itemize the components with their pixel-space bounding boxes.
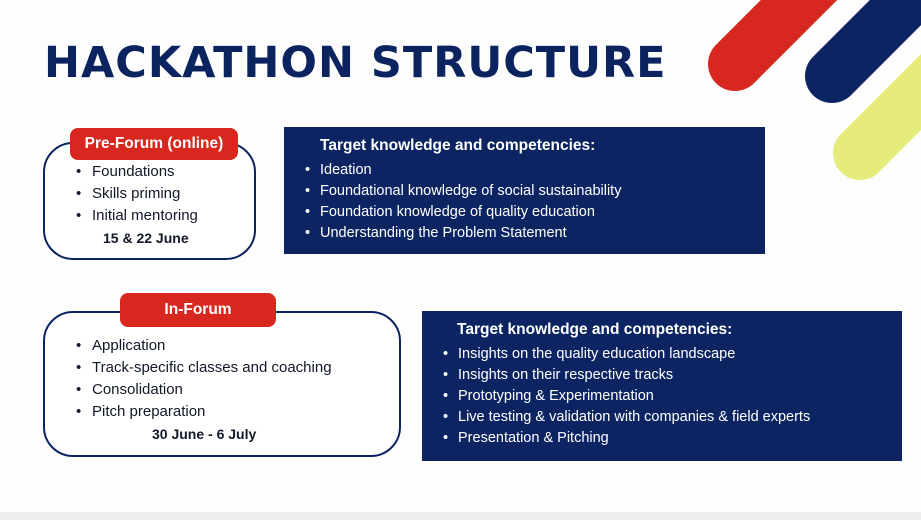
list-item: • Foundations (76, 161, 198, 183)
in-forum-targets-heading: Target knowledge and competencies: (457, 321, 733, 338)
list-item: • Presentation & Pitching (443, 428, 810, 449)
list-item: • Insights on their respective tracks (443, 365, 810, 386)
list-item: • Understanding the Problem Statement (305, 223, 621, 244)
page-title: HACKATHON STRUCTURE (44, 38, 667, 88)
list-item: • Initial mentoring (76, 205, 198, 227)
list-item: • Foundation knowledge of quality education (305, 202, 621, 223)
in-forum-label: In-Forum (120, 293, 276, 327)
pre-forum-targets-heading: Target knowledge and competencies: (320, 137, 596, 154)
list-item: • Pitch preparation (76, 401, 332, 423)
footer-strip (0, 512, 921, 520)
in-forum-date: 30 June - 6 July (152, 426, 257, 442)
pre-forum-list (76, 161, 198, 227)
list-item: • Application (76, 335, 332, 357)
list-item: • Skills priming (76, 183, 198, 205)
pre-forum-date: 15 & 22 June (103, 230, 189, 246)
list-item: • Foundational knowledge of social sustainability (305, 181, 621, 202)
list-item: • Ideation (305, 160, 621, 181)
list-item: • Live testing & validation with companies & field experts (443, 407, 810, 428)
navy-stripe (832, 0, 921, 76)
list-item: • Track-specific classes and coaching (76, 357, 332, 379)
list-item: • Insights on the quality education landscape (443, 344, 810, 365)
in-forum-list (76, 335, 332, 423)
in-forum-targets-box (422, 311, 902, 461)
list-item: • Consolidation (76, 379, 332, 401)
list-item: • Prototyping & Experimentation (443, 386, 810, 407)
pre-forum-label: Pre-Forum (online) (70, 128, 238, 160)
in-forum-targets-list (443, 344, 810, 449)
pre-forum-targets-box (284, 127, 765, 254)
pre-forum-targets-list (305, 160, 621, 244)
